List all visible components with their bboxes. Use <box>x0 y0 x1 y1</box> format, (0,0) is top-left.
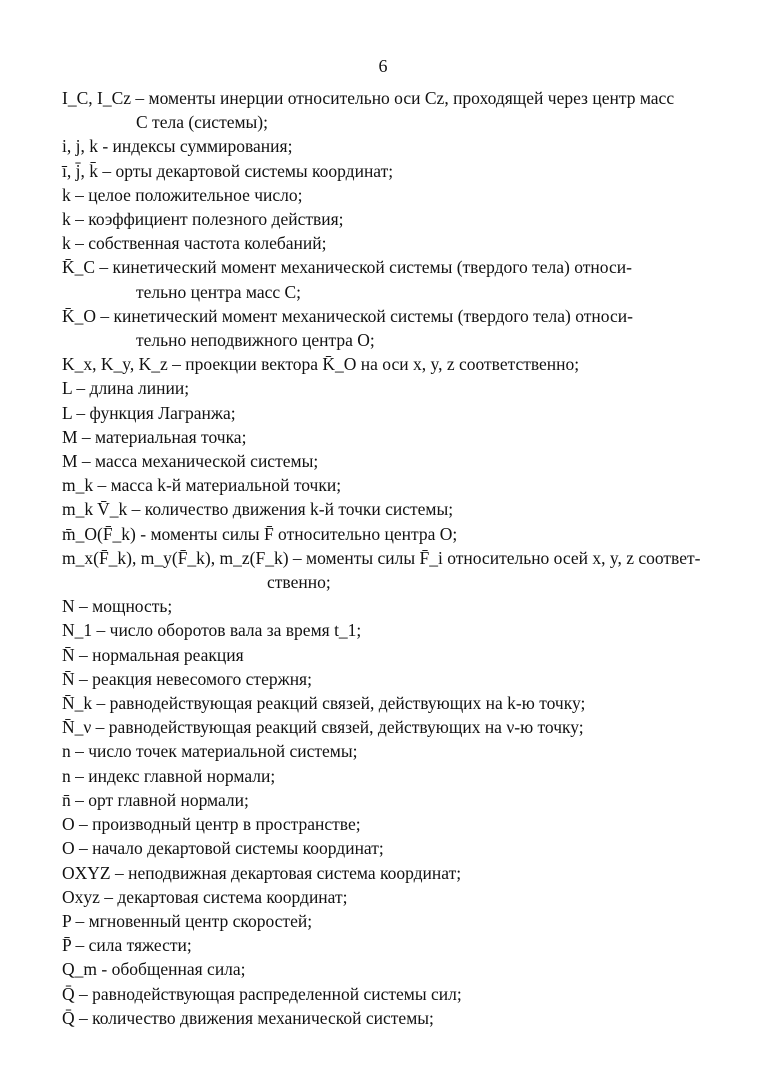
notation-entry-continuation: ственно; <box>267 572 331 593</box>
notation-entry-text: k – коэффициент полезного действия; <box>62 209 344 230</box>
notation-entry-text: N̄ – реакция невесомого стержня; <box>62 668 312 689</box>
notation-entry <box>62 231 702 255</box>
notation-entry <box>62 982 702 1006</box>
notation-entry-text: M – масса механической системы; <box>62 451 319 472</box>
notation-entry <box>62 1006 702 1030</box>
notation-entry-text: Q_m - обобщенная сила; <box>62 959 246 980</box>
notation-entry <box>62 885 702 909</box>
notation-entry <box>62 522 702 546</box>
notation-entry-text: K_x, K_y, K_z – проекции вектора K̄_O на оси x, y, z соответственно; <box>62 354 580 375</box>
notation-entry <box>62 836 702 860</box>
notation-entry-text: m_k V̄_k – количество движения k-й точки системы; <box>62 499 454 520</box>
notation-entry <box>62 352 702 376</box>
notation-entry-text: n̄ – орт главной нормали; <box>62 789 249 810</box>
notation-entry <box>62 594 702 618</box>
notation-entry <box>62 255 702 303</box>
notation-entry <box>62 667 702 691</box>
notation-entry-text: N̄ – нормальная реакция <box>62 644 244 665</box>
notation-entry-continuation: C тела (системы); <box>136 112 269 133</box>
notation-entry-text: m̄_O(F̄_k) - моменты силы F̄ относительно центра O; <box>62 523 458 544</box>
notation-entry <box>62 425 702 449</box>
notation-entry-text: I_C, I_Cz – моменты инерции относительно оси Cz, проходящей через центр масс <box>62 88 675 108</box>
notation-entry-text: N – мощность; <box>62 596 173 617</box>
notation-entry-text: N_1 – число оборотов вала за время t_1; <box>62 620 362 641</box>
notation-entry-text: Q̄ – количество движения механической системы; <box>62 1007 434 1028</box>
notation-entry <box>62 861 702 885</box>
notation-entry <box>62 618 702 642</box>
notation-entry <box>62 449 702 473</box>
notation-entry-text: Oxyz – декартовая система координат; <box>62 886 348 907</box>
notation-entry <box>62 473 702 497</box>
notation-entry <box>62 159 702 183</box>
notation-entry-text: Q̄ – равнодействующая распределенной системы сил; <box>62 983 462 1004</box>
notation-entry <box>62 134 702 158</box>
notation-entry-text: k – собственная частота колебаний; <box>62 233 327 254</box>
notation-entry <box>62 183 702 207</box>
notation-entry-text: N̄_k – равнодействующая реакций связей, действующих на k-ю точку; <box>62 693 586 714</box>
notation-entry <box>62 957 702 981</box>
notation-entry <box>62 812 702 836</box>
notation-entry-text: m_x(F̄_k), m_y(F̄_k), m_z(F_k) – моменты силы F̄_i относительно осей x, y, z соответ- <box>62 547 701 568</box>
notation-entry-text: N̄_ν – равнодействующая реакций связей, действующих на ν-ю точку; <box>62 717 584 738</box>
notation-entry-text: L – длина линии; <box>62 378 190 399</box>
notation-entry <box>62 376 702 400</box>
notation-entry-text: m_k – масса k-й материальной точки; <box>62 475 342 496</box>
notation-entry <box>62 764 702 788</box>
notation-entry-text: ī, j̄, k̄ – орты декартовой системы координат; <box>62 160 394 181</box>
notation-entry <box>62 788 702 812</box>
notation-entry-text: i, j, k - индексы суммирования; <box>62 136 293 157</box>
notation-entry-continuation: тельно неподвижного центра O; <box>136 330 375 351</box>
notation-entry-text: n – индекс главной нормали; <box>62 765 276 786</box>
notation-entry <box>62 497 702 521</box>
notation-entry <box>62 909 702 933</box>
notation-entry <box>62 691 702 715</box>
notation-entry-text: P – мгновенный центр скоростей; <box>62 910 313 931</box>
notation-entry <box>62 304 702 352</box>
notation-list <box>62 86 702 1030</box>
notation-entry <box>62 933 702 957</box>
page-number: 6 <box>378 56 388 76</box>
notation-entry-text: n – число точек материальной системы; <box>62 741 358 762</box>
notation-entry <box>62 715 702 739</box>
notation-entry <box>62 546 702 594</box>
notation-entry-text: OXYZ – неподвижная декартовая система координат; <box>62 862 462 883</box>
notation-entry-text: O – производный центр в пространстве; <box>62 814 361 835</box>
notation-entry <box>62 86 702 134</box>
notation-entry <box>62 207 702 231</box>
notation-entry-text: K̄_O – кинетический момент механической системы (твердого тела) относи- <box>62 305 633 326</box>
notation-entry-continuation: тельно центра масс C; <box>136 281 302 302</box>
notation-entry-text: K̄_C – кинетический момент механической системы (твердого тела) относи- <box>62 257 632 278</box>
notation-entry <box>62 401 702 425</box>
notation-entry-text: L – функция Лагранжа; <box>62 402 236 423</box>
notation-entry <box>62 739 702 763</box>
notation-entry-text: P̄ – сила тяжести; <box>62 935 192 956</box>
notation-entry-text: O – начало декартовой системы координат; <box>62 838 384 859</box>
notation-entry <box>62 643 702 667</box>
notation-entry-text: M – материальная точка; <box>62 426 247 447</box>
notation-entry-text: k – целое положительное число; <box>62 184 303 205</box>
